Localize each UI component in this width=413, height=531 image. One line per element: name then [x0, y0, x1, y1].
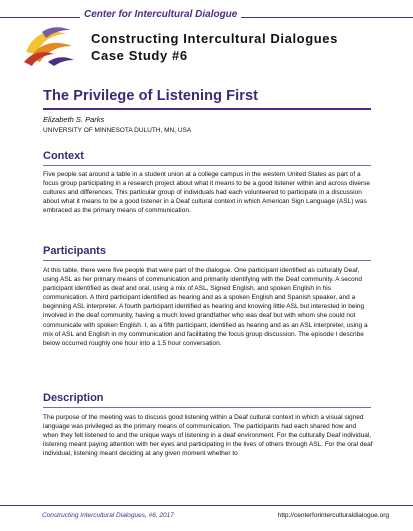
series-title: Constructing Intercultural Dialogues [91, 31, 338, 46]
footer-website-link[interactable]: http://centerforinterculturaldialogue.org [277, 512, 389, 519]
footer-citation: Constructing Intercultural Dialogues, #6, 2017 [42, 512, 174, 519]
section-rule [43, 260, 371, 261]
section-heading-participants: Participants [43, 245, 106, 257]
author-affiliation: UNIVERSITY OF MINNESOTA DULUTH, MN, USA [43, 127, 192, 134]
section-text-participants: At this table, there were five people that were part of the dialogue. One participant identified as culturally Deaf, using ASL as her primary means of communication and primarily identifying with the Deaf community. A second participant identified as deaf and oral, using a mix of ASL, Signed English, and spoken English in his communication. A third participant identified as hearing and as a spoken English and Spanish speaker, and a beginning ASL interpreter. A fourth participant identified as hearing and knowing little ASL but interested in being involved in the deaf community, having a much loved grandfather who was deaf but with whom she could not communicate with spoken English. I, as a fifth participant, identified as hearing and as an ASL interpreter, using a mix of ASL and English in my communication and facilitating the focus group discussion. The episode I describe below occurred roughly one hour into a 1.5 hour conversation. [43, 267, 368, 347]
title-rule [43, 108, 371, 110]
section-heading-context: Context [43, 150, 84, 162]
author-name: Elizabeth S. Parks [43, 115, 105, 124]
center-name: Center for Intercultural Dialogue [80, 9, 241, 20]
section-heading-description: Description [43, 392, 104, 404]
section-rule [43, 165, 371, 166]
dialogue-ribbon-logo-icon [20, 22, 76, 68]
section-rule [43, 407, 371, 408]
article-title: The Privilege of Listening First [43, 88, 259, 104]
section-text-description: The purpose of the meeting was to discuss good listening within a Deaf cultural context in which a visual signed language was privileged as the primary means of communication. The participants had each shared how and when they felt listened to and the unique ways of listening in a deaf environment. For the culturally Deaf individual, listening meant paying attention with her eyes and participating in the lives of others through ASL. For the oral deaf individual, listening meant deciding at any given moment whether to [43, 414, 373, 458]
section-text-context: Five people sat around a table in a student union at a college campus in the western United States as part of a focus group participating in a research project about what it means to be a good listener within and across diverse cultures and differences. This particular group of individuals had each volunteered to participate in a discussion about what it means to be a good listener in a Deaf cultural context in which American Sign Language (ASL) was embraced as the primary means of communication. [43, 171, 370, 215]
series-subtitle: Case Study #6 [91, 48, 188, 63]
footer-rule [0, 505, 413, 506]
